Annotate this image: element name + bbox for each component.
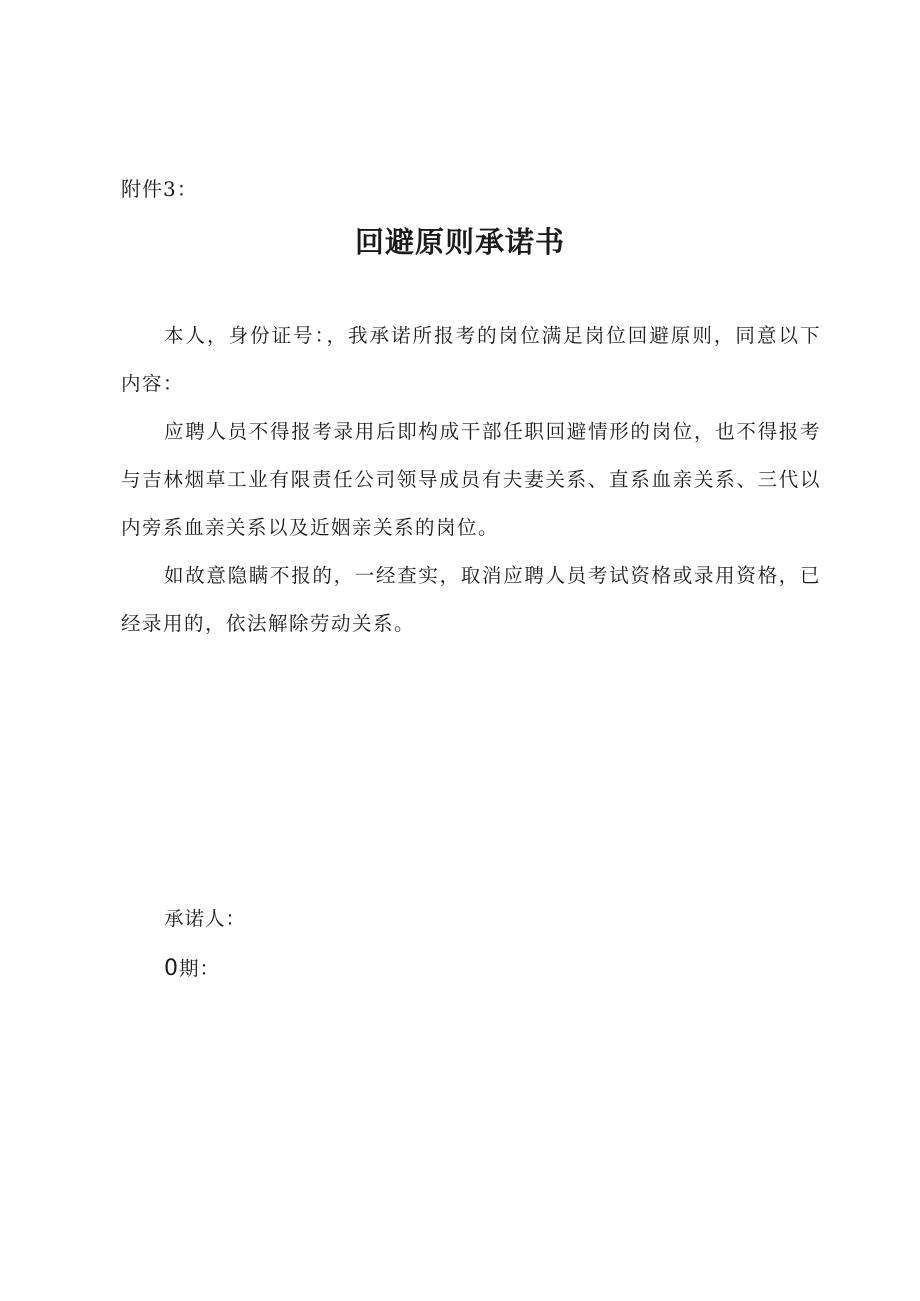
paragraph-rule: 应聘人员不得报考录用后即构成干部任职回避情形的岗位，也不得报考与吉林烟草工业有限责任公司领导成员有夫妻关系、直系血亲关系、三代以内旁系血亲关系以及近姻亲关系的岗位。 [121, 420, 821, 539]
document-body [121, 312, 821, 648]
date-line [164, 954, 220, 984]
promisor-label: 承诺人： [164, 907, 247, 930]
paragraph-statement: 本人，身份证号：，我承诺所报考的岗位满足岗位回避原则，同意以下内容： [121, 324, 821, 395]
page-title: 回避原则承诺书 [354, 225, 565, 259]
date-prefix: 0 [164, 956, 179, 981]
date-label: 期： [179, 957, 221, 980]
paragraph-consequence: 如故意隐瞒不报的，一经查实，取消应聘人员考试资格或录用资格，已经录用的，依法解除劳动关系。 [121, 564, 821, 635]
attachment-label: 附件3： [121, 177, 198, 201]
